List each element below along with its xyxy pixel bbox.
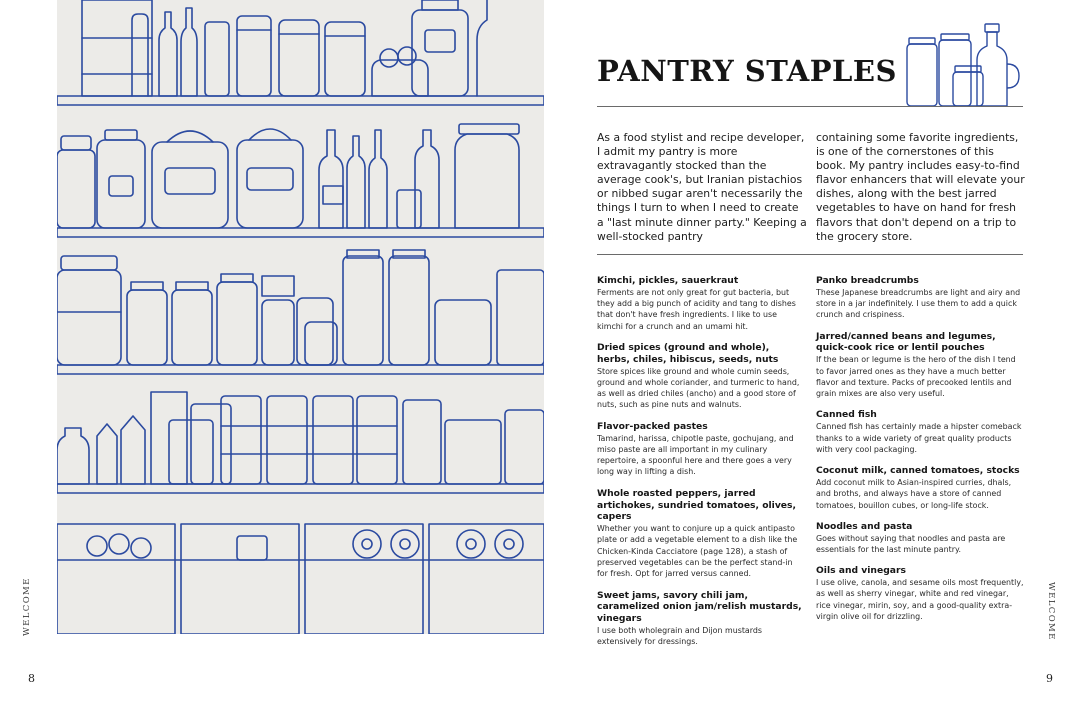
staple-body: Canned fish has certainly made a hipster comeback thanks to a wide variety of great quality products with very cool packaging. (816, 422, 1022, 454)
staple-item (597, 488, 805, 580)
intro-paragraph-left: As a food stylist and recipe developer, I admit my pantry is more extravagantly stocked than the average cook's, but Iranian pistachios or nibbed sugar aren't necessarily the things I turn to when I need to create a "last minute dinner party." Keeping a well-stocked pantry (597, 131, 807, 243)
staple-heading: Panko breadcrumbs (816, 275, 919, 286)
staple-heading: Flavor-packed pastes (597, 420, 708, 432)
staple-item (816, 409, 1024, 455)
staple-item (597, 342, 805, 411)
staple-item (816, 565, 1024, 622)
staple-heading: Kimchi, pickles, sauerkraut (597, 275, 739, 286)
intro-paragraph-right: containing some favorite ingredients, is one of the cornerstones of this book. My pantry includes easy-to-find flavor enhancers that will elevate your dishes, along with the best jarred vegetables to have on hand for fresh flavors that don't depend on a trip to the grocery store. (816, 131, 1025, 243)
right-page-number: 9 (1046, 672, 1053, 685)
shelf-boards (57, 96, 544, 493)
staple-heading: Coconut milk, canned tomatoes, stocks (816, 465, 1020, 477)
right-side-label: WELCOME (1046, 582, 1056, 641)
staple-item (816, 465, 1024, 511)
staple-item (597, 421, 805, 478)
staples-column-right (816, 275, 1024, 632)
staple-heading: Noodles and pasta (816, 520, 913, 532)
title-divider (597, 106, 1023, 107)
jars-and-bottles-icon (903, 20, 1033, 112)
staple-item (816, 521, 1024, 555)
staple-heading: Jarred/canned beans and legumes, quick-cook rice or lentil pouches (816, 330, 996, 354)
staple-body: Add coconut milk to Asian-inspired curries, dhals, and broths, and always have a store of canned tomatoes, bouillon cubes, or long-life stock. (816, 477, 1012, 510)
bottom-crates (57, 524, 544, 634)
staple-heading: Oils and vinegars (816, 565, 906, 577)
staple-item (816, 275, 1024, 321)
pantry-shelves-illustration (57, 0, 544, 634)
top-shelf-items (82, 0, 487, 96)
third-shelf-items (57, 250, 544, 365)
staple-body: Ferments are not only great for gut bacteria, but they add a big punch of acidity and tang to dishes that don't have fresh ingredients. I like to use kimchi for a crunch and an umami hit. (597, 287, 796, 331)
staple-body: I use olive, canola, and sesame oils most frequently, as well as sherry vinegar, white and red vinegar, rice vinegar, mirin, soy, and a good-quality extra-virgin olive oil for drizzling. (816, 578, 1024, 621)
fourth-shelf-items (57, 392, 544, 484)
second-shelf-items (57, 124, 519, 228)
left-side-label: WELCOME (22, 577, 32, 636)
left-page-number: 8 (28, 672, 35, 685)
staple-heading: Dried spices (ground and whole), herbs, chiles, hibiscus, seeds, nuts (597, 341, 779, 365)
section-divider (597, 254, 1023, 255)
staple-body: Store spices like ground and whole cumin seeds, ground and whole coriander, and turmeric to hand, as well as dried chiles (ancho) and a good store of nuts, such as pine nuts and walnuts. (597, 366, 800, 410)
staple-item (816, 331, 1024, 400)
staple-body: Tamarind, harissa, chipotle paste, gochujang, and miso paste are all important in my culinary repertoire, a spoonful here and there goes a very long way in lifting a dish. (597, 433, 794, 477)
staple-body: Goes without saying that noodles and pasta are essentials for the last minute pantry. (816, 533, 1006, 554)
staple-item (597, 275, 805, 332)
staple-heading: Whole roasted peppers, jarred artichokes, sundried tomatoes, olives, capers (597, 487, 796, 523)
page-title: PANTRY STAPLES (597, 54, 897, 88)
staple-body: If the bean or legume is the hero of the dish I tend to favor jarred ones as they have a much better flavor and texture. Packs of precooked lentils and grain mixes are also very useful. (816, 355, 1016, 399)
staple-body: Whether you want to conjure up a quick antipasto plate or add a vegetable element to a dish like the Chicken-Kinda Cacciatore (page 128), a stash of preserved vegetables can be the perfect stand-in for fresh. Opt for jarred versus canned. (597, 524, 798, 579)
staple-item (597, 590, 805, 648)
staple-body: These Japanese breadcrumbs are light and airy and store in a jar indefinitely. I use them to add a quick crunch and crispiness. (816, 287, 1021, 320)
staple-heading: Sweet jams, savory chili jam, caramelized onion jam/relish mustards, vinegars (597, 589, 802, 625)
staples-column-left (597, 275, 805, 658)
staple-body: I use both wholegrain and Dijon mustards extensively for dressings. (597, 626, 762, 647)
staple-heading: Canned fish (816, 409, 877, 421)
